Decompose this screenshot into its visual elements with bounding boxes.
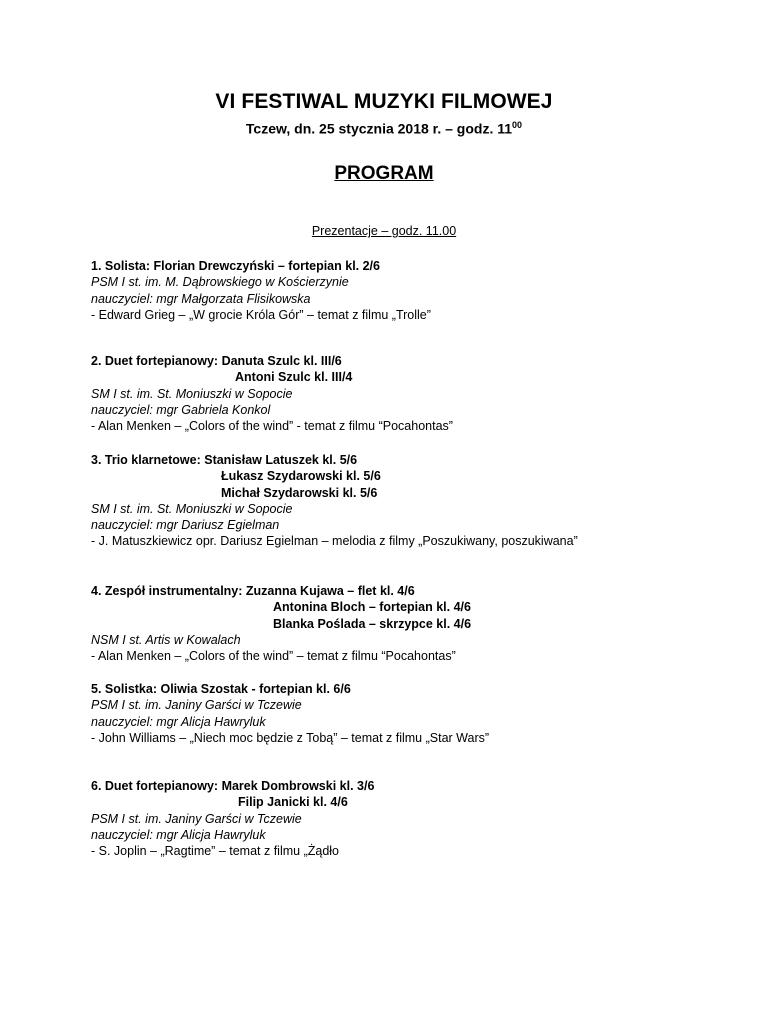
teacher-line: nauczyciel: mgr Alicja Hawryluk — [91, 827, 266, 842]
piece-line: - Alan Menken – „Colors of the wind” - temat z filmu “Pocahontas” — [91, 419, 453, 434]
teacher-line: nauczyciel: mgr Dariusz Egielman — [91, 518, 280, 533]
performer-line: Antoni Szulc kl. III/4 — [235, 370, 353, 385]
performer-line: 2. Duet fortepianowy: Danuta Szulc kl. III/6 — [91, 354, 342, 368]
performer-line: Blanka Poślada – skrzypce kl. 4/6 — [273, 616, 472, 631]
teacher-line: nauczyciel: mgr Małgorzata Flisikowska — [91, 291, 311, 306]
presentations-heading: Prezentacje – godz. 11.00 — [311, 224, 457, 238]
program-item-1 — [91, 258, 711, 323]
program-item-2 — [91, 353, 711, 434]
school-line: PSM I st. im. Janiny Garści w Tczewie — [91, 811, 302, 826]
event-date-text: Tczew, dn. 25 stycznia 2018 r. – godz. 11 — [245, 120, 513, 137]
school-line: PSM I st. im. M. Dąbrowskiego w Kościerzynie — [91, 275, 349, 290]
piece-line: - S. Joplin – „Ragtime” – temat z filmu „Żądło — [91, 844, 339, 859]
performer-line: 6. Duet fortepianowy: Marek Dombrowski kl. 3/6 — [91, 779, 375, 793]
program-item-3 — [91, 452, 711, 550]
performer-line: 5. Solistka: Oliwia Szostak - fortepian kl. 6/6 — [91, 682, 351, 696]
event-time-minutes: 00 — [512, 120, 523, 130]
school-line: SM I st. im. St. Moniuszki w Sopocie — [91, 386, 293, 401]
performer-line: Filip Janicki kl. 4/6 — [238, 795, 348, 810]
performer-line: 1. Solista: Florian Drewczyński – fortepian kl. 2/6 — [91, 259, 380, 273]
performer-line: Łukasz Szydarowski kl. 5/6 — [221, 469, 381, 484]
school-line: PSM I st. im. Janiny Garści w Tczewie — [91, 698, 302, 713]
event-date-time — [0, 120, 768, 137]
performer-line: Michał Szydarowski kl. 5/6 — [221, 485, 378, 500]
performer-line: Antonina Bloch – fortepian kl. 4/6 — [273, 600, 471, 615]
school-line: SM I st. im. St. Moniuszki w Sopocie — [91, 501, 293, 516]
teacher-line: nauczyciel: mgr Gabriela Konkol — [91, 402, 271, 417]
festival-title: VI FESTIWAL MUZYKI FILMOWEJ — [215, 90, 553, 113]
program-item-5 — [91, 681, 711, 746]
teacher-line: nauczyciel: mgr Alicja Hawryluk — [91, 714, 266, 729]
program-heading: PROGRAM — [334, 163, 434, 184]
piece-line: - Alan Menken – „Colors of the wind” – temat z filmu “Pocahontas” — [91, 649, 456, 664]
piece-line: - John Williams – „Niech moc będzie z Tobą” – temat z filmu „Star Wars” — [91, 730, 490, 745]
program-item-6 — [91, 778, 711, 859]
program-item-4 — [91, 583, 711, 664]
piece-line: - Edward Grieg – „W grocie Króla Gór” – temat z filmu „Trolle” — [91, 307, 431, 322]
performer-line: 3. Trio klarnetowe: Stanisław Latuszek kl. 5/6 — [91, 453, 358, 467]
piece-line: - J. Matuszkiewicz opr. Dariusz Egielman – melodia z filmy „Poszukiwany, poszukiwana” — [91, 534, 578, 549]
performer-line: 4. Zespół instrumentalny: Zuzanna Kujawa – flet kl. 4/6 — [91, 584, 415, 598]
school-line: NSM I st. Artis w Kowalach — [91, 632, 241, 647]
